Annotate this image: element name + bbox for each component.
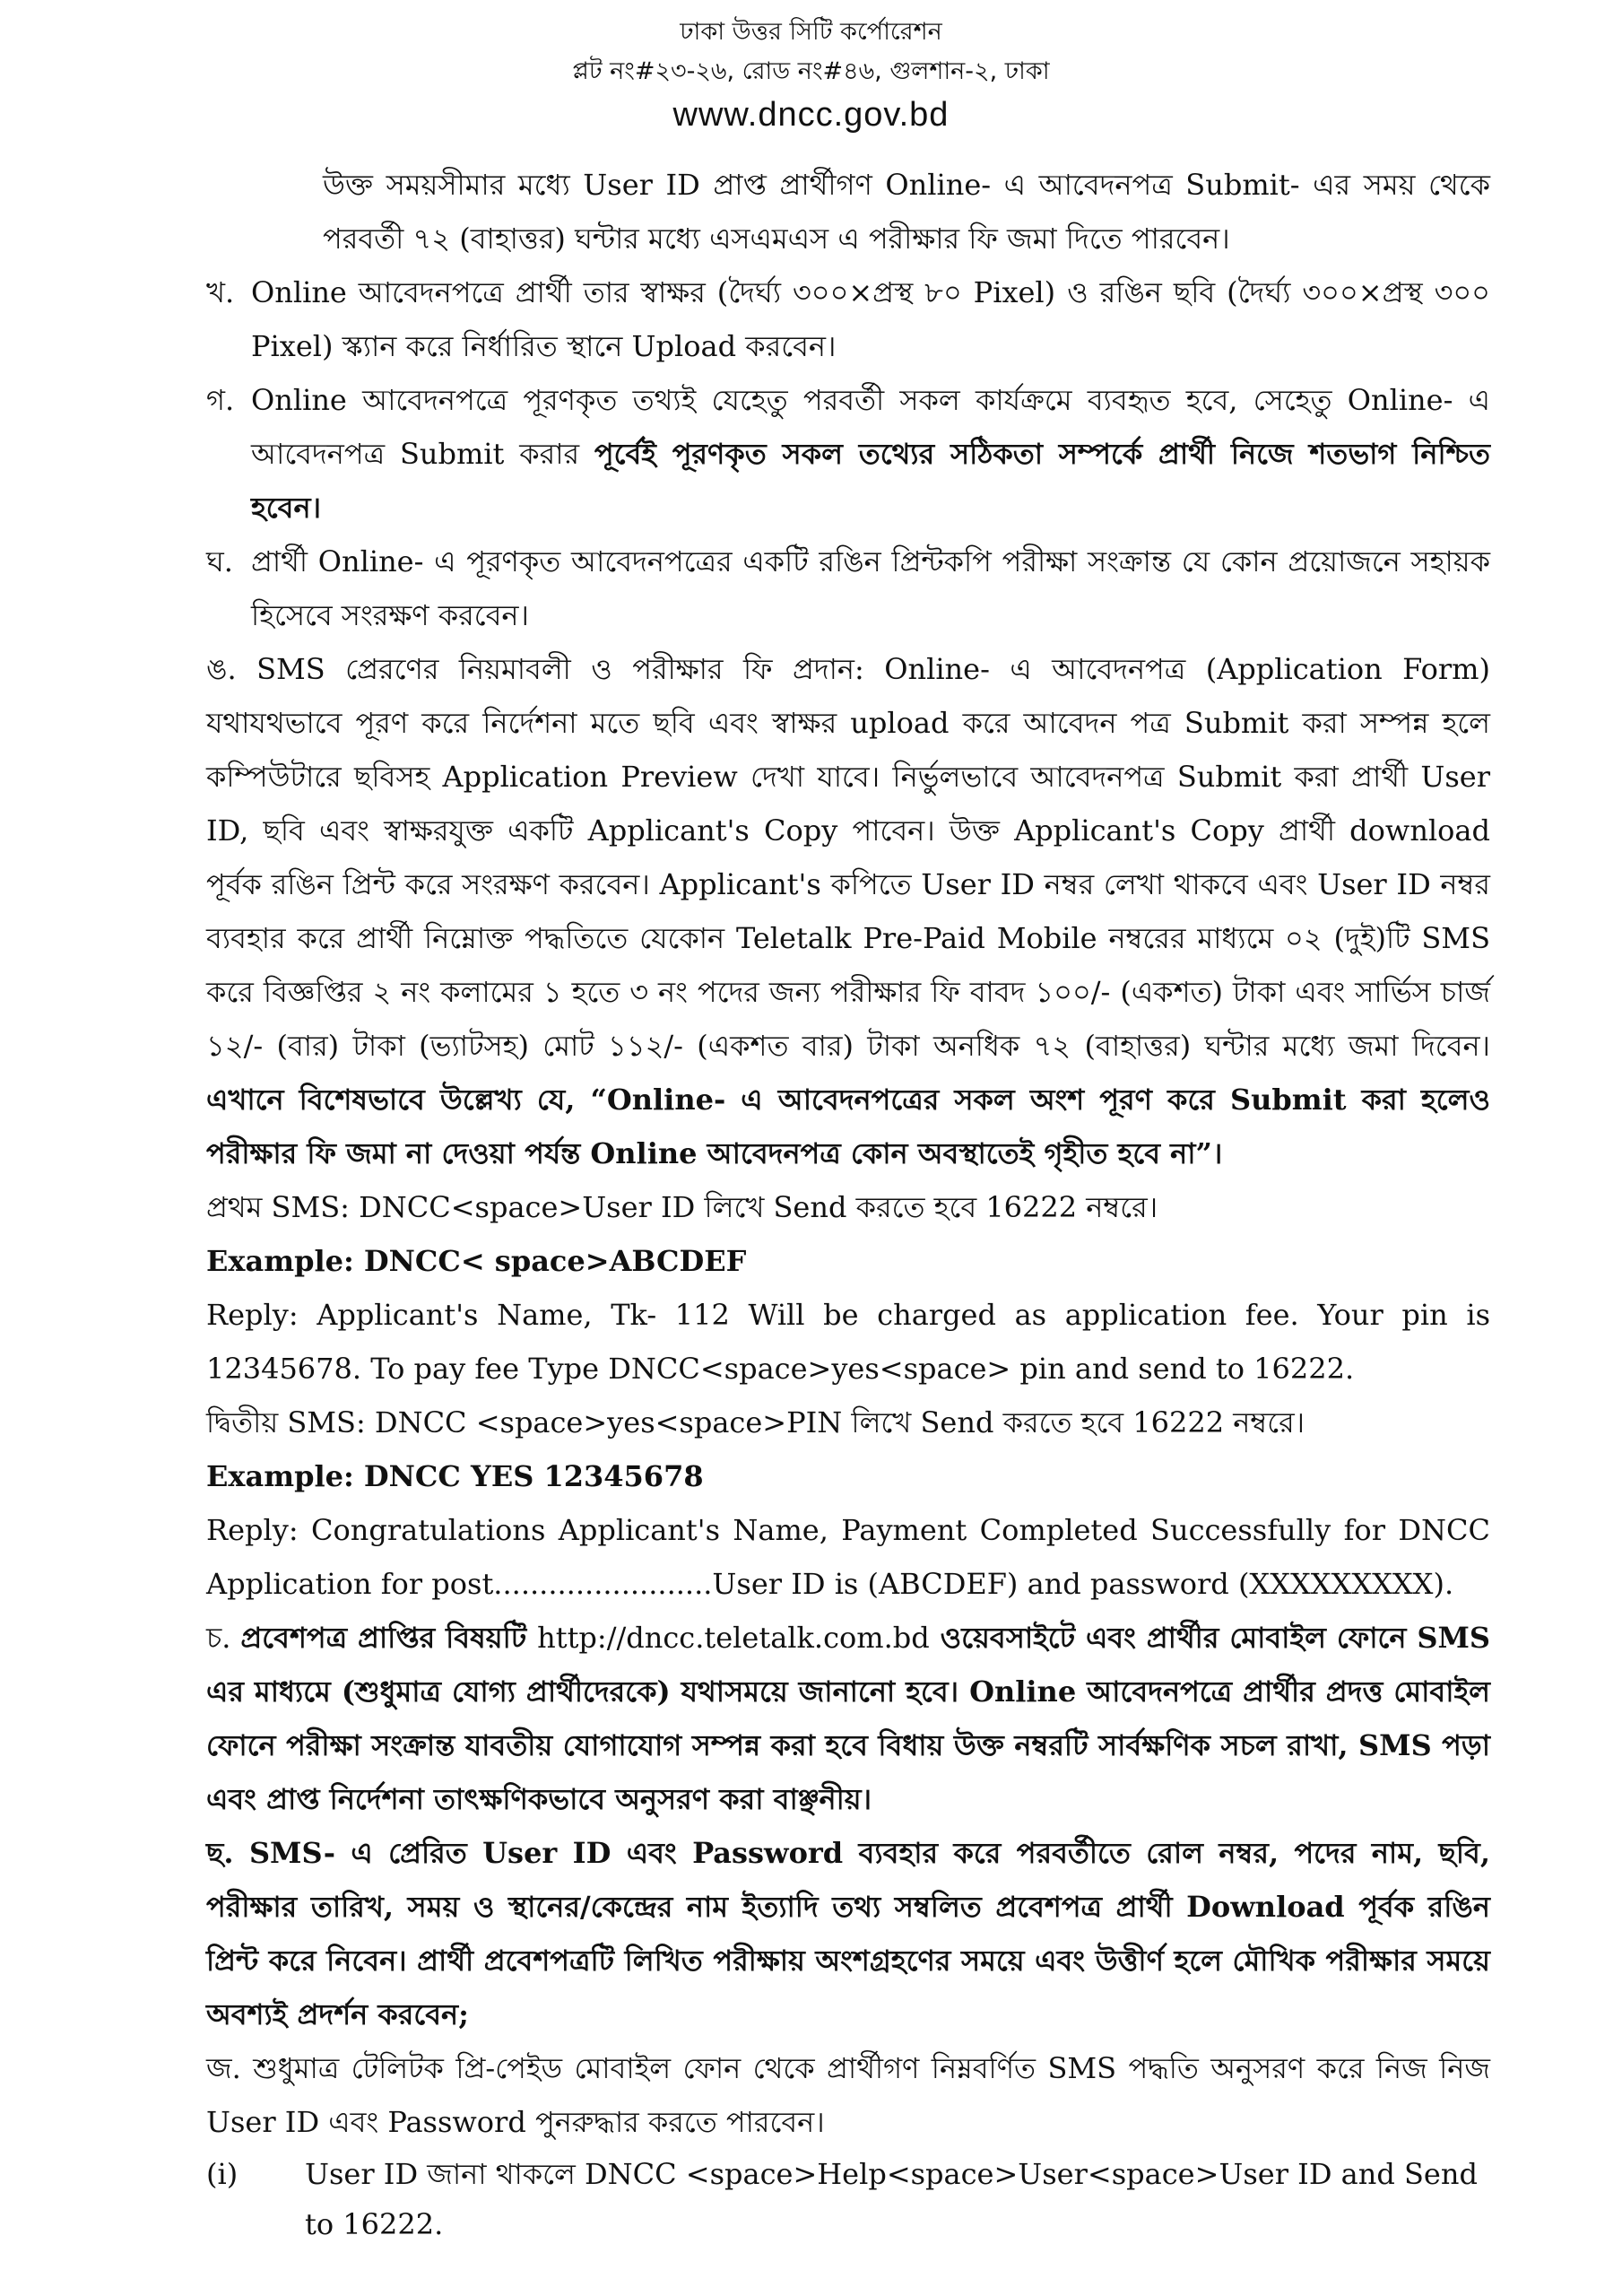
organization-address: প্লট নং#২৩-২৬, রোড নং#৪৬, গুলশান-২, ঢাকা xyxy=(572,57,1050,85)
second-sms-reply: Reply: Congratulations Applicant's Name, Payment Completed Successfully for DNCC Application for post........................User ID is (ABCDEF) and password (XXXXXXXXX). xyxy=(206,1513,1490,1601)
clause-ga xyxy=(206,373,1490,535)
clause-bold-text-2: ওয়েবসাইটে এবং প্রার্থীর মোবাইল ফোনে SMS এর মাধ্যমে (শুধুমাত্র যোগ্য প্রার্থীদেরকে) যথাসময়ে জানানো হবে। Online আবেদনপত্রে প্রার্থীর প্রদত্ত মোবাইল ফোনে পরীক্ষা সংক্রান্ত যাবতীয় যোগাযোগ সম্পন্ন করা হবে বিধায় উক্ত নম্বরটি সার্বক্ষণিক সচল রাখা, SMS পড়া এবং প্রাপ্ত নির্দেশনা তাৎক্ষণিকভাবে অনুসরণ করা বাঞ্ছনীয়। xyxy=(206,1621,1491,1816)
clause-marker: খ. xyxy=(206,275,235,309)
clause-content xyxy=(251,373,1490,535)
clause-bold-text: SMS- এ প্রেরিত User ID এবং Password ব্যবহার করে পরবর্তীতে রোল নম্বর, পদের নাম, ছবি, পরীক্ষার তারিখ, সময় ও স্থানের/কেন্দ্রের নাম ইত্যাদি তথ্য সম্বলিত প্রবেশপত্র প্রার্থী Download পূর্বক রঙিন প্রিন্ট করে নিবেন। প্রার্থী প্রবেশপত্রটি লিখিত পরীক্ষায় অংশগ্রহণের সময়ে এবং উত্তীর্ণ হলে মৌখিক পরীক্ষার সময়ে অবশ্যই প্রদর্শন করবেন; xyxy=(206,1836,1491,2031)
clause-chha xyxy=(206,1826,1490,2041)
clause-marker: জ. xyxy=(206,2051,241,2085)
admit-card-url: http://dncc.teletalk.com.bd xyxy=(537,1621,930,1655)
clause-text: Online আবেদনপত্রে প্রার্থী তার স্বাক্ষর (দৈর্ঘ্য ৩০০×প্রস্থ ৮০ Pixel) ও রঙিন ছবি (দৈর্ঘ্য ৩০০×প্রস্থ ৩০০ Pixel) স্ক্যান করে নির্ধারিত স্থানে Upload করবেন। xyxy=(251,275,1490,363)
first-sms-instruction: প্রথম SMS: DNCC<space>User ID লিখে Send করতে হবে 16222 নম্বরে। xyxy=(206,1190,1158,1224)
clause-cha xyxy=(206,1611,1490,1826)
clause-text: Online আবেদনপত্রে পূরণকৃত তথ্যই যেহেতু পরবর্তী সকল কার্যক্রমে ব্যবহৃত হবে, সেহেতু Online- এ আবেদনপত্র Submit করার xyxy=(251,383,1490,471)
clause-bold-text: এখানে বিশেষভাবে উল্লেখ্য যে, “Online- এ আবেদনপত্রের সকল অংশ পূরণ করে Submit করা হলেও পরীক্ষার ফি জমা না দেওয়া পর্যন্ত Online আবেদনপত্র কোন অবস্থাতেই গৃহীত হবে না”। xyxy=(206,1083,1490,1170)
clause-marker: ঙ. xyxy=(206,652,237,686)
clause-bold-text: প্রবেশপত্র প্রাপ্তির বিষয়টি xyxy=(240,1621,538,1655)
sub-clause-text: User ID জানা থাকলে DNCC <space>Help<space>User<space>User ID and Send to 16222. xyxy=(305,2157,1478,2241)
clause-kha xyxy=(206,265,1490,373)
clause-umo xyxy=(206,642,1490,1180)
clause-text: প্রার্থী Online- এ পূরণকৃত আবেদনপত্রের একটি রঙিন প্রিন্টকপি পরীক্ষা সংক্রান্ত যে কোন প্রয়োজনে সহায়ক হিসেবে সংরক্ষণ করবেন। xyxy=(251,544,1490,632)
intro-paragraph: উক্ত সময়সীমার মধ্যে User ID প্রাপ্ত প্রার্থীগণ Online- এ আবেদনপত্র Submit- এর সময় থেকে পরবর্তী ৭২ (বাহাত্তর) ঘন্টার মধ্যে এসএমএস এ পরীক্ষার ফি জমা দিতে পারবেন। xyxy=(323,168,1490,256)
organization-name: ঢাকা উত্তর সিটি কর্পোরেশন xyxy=(680,18,942,46)
clause-ja xyxy=(206,2041,1490,2149)
first-sms-example: Example: DNCC< space>ABCDEF xyxy=(206,1244,747,1278)
sub-clause-marker: (i) xyxy=(206,2157,239,2191)
second-sms-example: Example: DNCC YES 12345678 xyxy=(206,1459,704,1493)
letterhead xyxy=(0,13,1622,138)
clause-marker: গ. xyxy=(206,383,235,417)
second-sms-instruction: দ্বিতীয় SMS: DNCC <space>yes<space>PIN লিখে Send করতে হবে 16222 নম্বরে। xyxy=(206,1405,1305,1439)
clause-bold-text: পূর্বেই পূরণকৃত সকল তথ্যের সঠিকতা সম্পর্কে প্রার্থী নিজে শতভাগ নিশ্চিত হবেন। xyxy=(251,437,1490,525)
first-sms-reply: Reply: Applicant's Name, Tk- 112 Will be charged as application fee. Your pin is 12345678. To pay fee Type DNCC<space>yes<space> pin and send to 16222. xyxy=(206,1298,1490,1386)
clause-text: SMS প্রেরণের নিয়মাবলী ও পরীক্ষার ফি প্রদান: Online- এ আবেদনপত্র (Application Form) যথাযথভাবে পূরণ করে নির্দেশনা মতে ছবি এবং স্বাক্ষর upload করে আবেদন পত্র Submit করা সম্পন্ন হলে কম্পিউটারে ছবিসহ Application Preview দেখা যাবে। নির্ভুলভাবে আবেদনপত্র Submit করা প্রার্থী User ID, ছবি এবং স্বাক্ষরযুক্ত একটি Applicant's Copy পাবেন। উক্ত Applicant's Copy প্রার্থী download পূর্বক রঙিন প্রিন্ট করে সংরক্ষণ করবেন। Applicant's কপিতে User ID নম্বর লেখা থাকবে এবং User ID নম্বর ব্যবহার করে প্রার্থী নিম্নোক্ত পদ্ধতিতে যেকোন Teletalk Pre-Paid Mobile নম্বরের মাধ্যমে ০২ (দুই)টি SMS করে বিজ্ঞপ্তির ২ নং কলামের ১ হতে ৩ নং পদের জন্য পরীক্ষার ফি বাবদ ১০০/- (একশত) টাকা এবং সার্ভিস চার্জ ১২/- (বার) টাকা (ভ্যাটসহ) মোট ১১২/- (একশত বার) টাকা অনধিক ৭২ (বাহাত্তর) ঘন্টার মধ্যে জমা দিবেন। xyxy=(206,652,1490,1063)
organization-website: www.dncc.gov.bd xyxy=(672,96,950,134)
clause-text: শুধুমাত্র টেলিটক প্রি-পেইড মোবাইল ফোন থেকে প্রার্থীগণ নিম্নবর্ণিত SMS পদ্ধতি অনুসরণ করে নিজ নিজ User ID এবং Password পুনরুদ্ধার করতে পারবেন। xyxy=(206,2051,1491,2139)
clause-gha xyxy=(206,535,1490,642)
document-body xyxy=(206,158,1490,2249)
sub-clause-i xyxy=(206,2149,1490,2249)
clause-marker: চ. xyxy=(206,1621,231,1655)
clause-marker: ঘ. xyxy=(206,544,233,578)
clause-marker: ছ. xyxy=(206,1836,234,1870)
